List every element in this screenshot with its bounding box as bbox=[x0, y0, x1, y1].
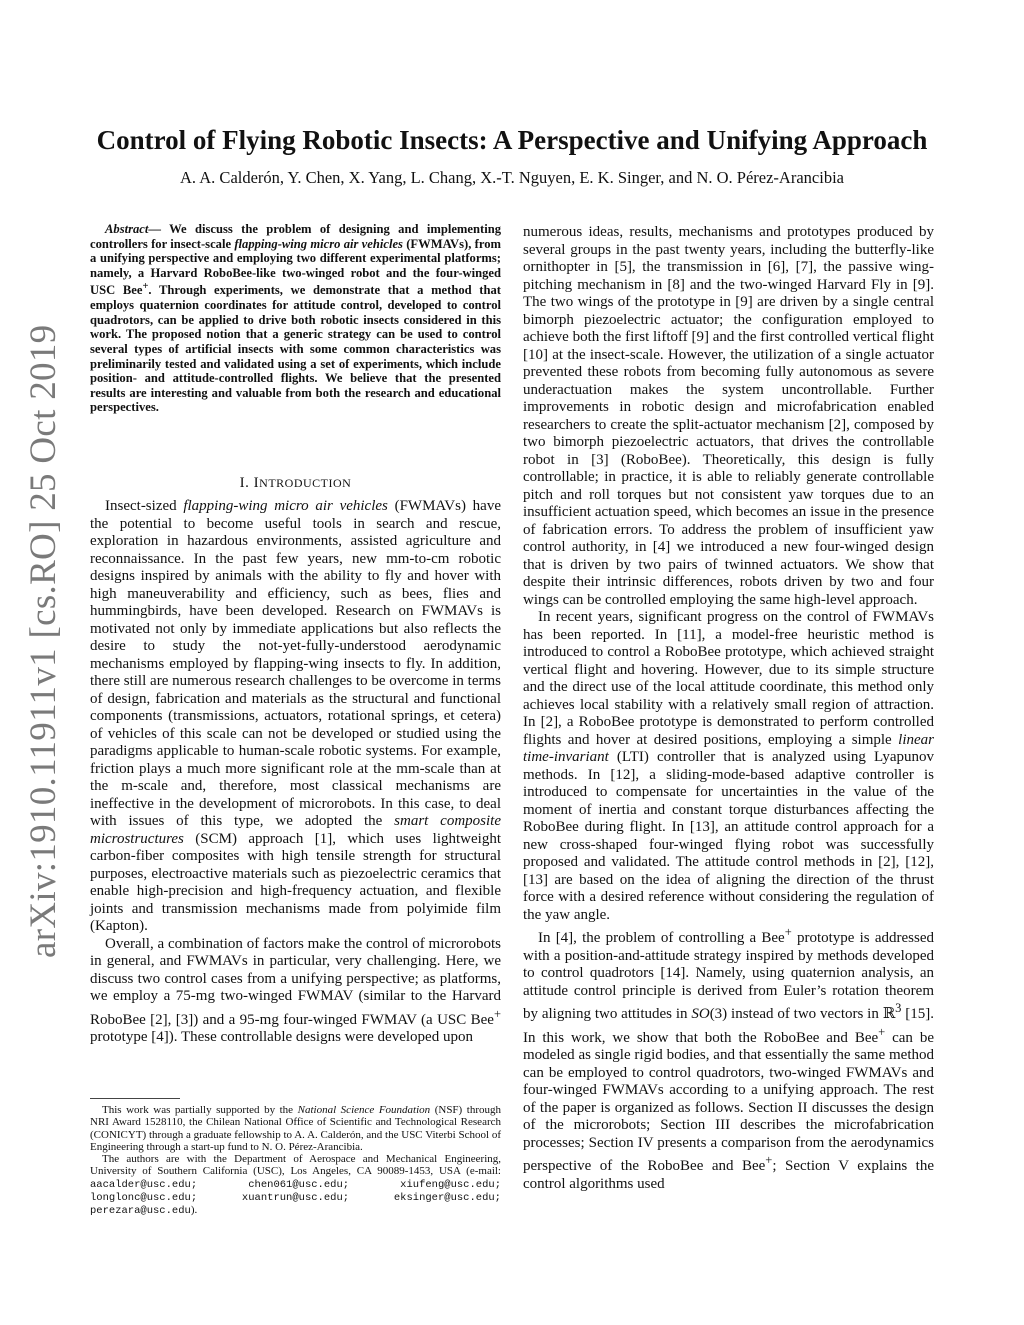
abstract-sup: + bbox=[142, 281, 149, 293]
abstract bbox=[90, 222, 501, 415]
right-p2-term: linear time-invariant bbox=[523, 731, 934, 765]
abstract-label: Abstract bbox=[105, 222, 149, 236]
footnote-affiliation bbox=[90, 1153, 501, 1217]
right-p3-sup-3: + bbox=[765, 1153, 773, 1167]
footnote-rule bbox=[90, 1098, 180, 1099]
math-reals-exponent: 3 bbox=[895, 1001, 902, 1015]
intro-p2-sup: + bbox=[493, 1006, 501, 1021]
author-list: A. A. Calderón, Y. Chen, X. Yang, L. Chang, X.-T. Nguyen, E. K. Singer, and N. O. Pérez-Arancibia bbox=[180, 168, 844, 187]
right-p3-sup: + bbox=[784, 925, 792, 939]
right-p3-text-a: In [4], the problem of controlling a Bee bbox=[538, 930, 785, 946]
intro-p2-text-b: prototype [4]). These controllable designs were developed upon bbox=[90, 1029, 473, 1045]
footnote-f2-text-a: The authors are with the Department of Aerospace and Mechanical Engineering, University of Southern California (USC), Los Angeles, CA 90089-1453, USA (e-mail: bbox=[90, 1153, 501, 1178]
right-p3-text-b: prototype is addressed with a position-and-attitude strategy inspired by methods developed to control quadrotors [14]. Namely, using quaternion analysis, an attitude control principle is derived from Euler’s rotation theorem by aligning two attitudes in bbox=[523, 930, 934, 1022]
section-heading-introduction bbox=[90, 475, 501, 492]
abstract-text-1: We discuss the problem of designing and implementing controllers for insect-scale bbox=[90, 222, 501, 251]
footnotes bbox=[90, 1104, 501, 1218]
math-so-arg: (3) bbox=[709, 1006, 728, 1022]
right-paragraph-2 bbox=[523, 609, 934, 924]
footnote-f1-text-b: (NSF) through NRI Award 1528110, the Chilean National Office of Scientific and Technological Research (CONICYT) through a graduate fellowship to A. A. Calderón, and the USC Viterbi School of Engineering through a start-up fund to N. O. Pérez-Arancibia. bbox=[90, 1104, 501, 1153]
footnote-funding bbox=[90, 1104, 501, 1153]
intro-p1-text-b: (FWMAVs) have the potential to become useful tools in search and rescue, exploration in hazardous environments, assisted agriculture and reconnaissance. In the past few years, new mm-to-cm robotic designs inspired by animals with the ability to fly and hover with high maneuverability and efficiency, such as bees, flies and hummingbirds, have been developed. Research on FWMAVs is motivated not only by immediate applications but also reflects the desire to study the not-yet-fully-understood aerodynamic mechanisms employed by flapping-wing insects to fly. In addition, there still are numerous research challenges to be overcome in terms of design, fabrication and materials as the structural and functional components (transmissions, actuators, rotational springs, et cetera) of vehicles of this scale can not be developed or studied using the paradigms applicable to human-scale robotic systems. For example, friction plays a much more significant role at the mm-scale than at the m-scale and, therefore, most classical mechanisms are ineffective in the development of microrobots. In this case, to deal with issues of this type, we adopted the bbox=[90, 498, 501, 829]
abstract-term: flapping-wing micro air vehicles bbox=[234, 236, 403, 251]
right-p3-sup-2: + bbox=[878, 1024, 886, 1039]
right-paragraph-1: numerous ideas, results, mechanisms and prototypes produced by several groups in the past twenty years, including the butterfly-like ornithopter in [5], the transmission in [6], [7], the passive wing-pitching mechanism in [8] and the two-winged Harvard Fly in [9]. The two wings of the prototype in [9] are driven by a single central bimorph piezoelectric actuator; the configuration employed to achieve both the first liftoff [9] and the first controlled vertical flight [10] at the insect-scale. However, the utilization of a single actuator prevented these robots from becoming fully autonomous as severe underactuation makes the system uncontrollable. Further improvements in robotic design and microfabrication enabled researchers to create the split-actuator mechanism [2], composed by two bimorph piezoelectric actuators, that drives the controllable robot in [3] (RoboBee). Theoretically, this design is fully controllable; in practice, it is able to reliably generate controllable pitch and roll torques but not consistent yaw torques due to an insufficient actuation speed, which becomes an issue in the presence of fabrication errors. To address the problem of insufficient yaw control authority, in [4] we introduced a new four-winged design that is driven by two pairs of twinned actuators. We show that despite their intrinsic differences, robots driven by two and four wings can be controlled employing the same high-level approach. bbox=[523, 224, 934, 608]
right-p3-text-f: ; Section V explains the control algorithms used bbox=[523, 1158, 935, 1192]
intro-p1-text-a: Insect-sized bbox=[105, 498, 184, 514]
intro-p2-text-a: Overall, a combination of factors make the control of microrobots in general, and FWMAVs in particular, very challenging. Here, we discuss two control cases from a unifying perspective; as platforms, we employ a 75-mg two-winged FWMAV (similar to the Harvard RoboBee [2], [3]) and a 95-mg four-winged FWMAV (a USC Bee bbox=[90, 935, 501, 1028]
intro-paragraph-2 bbox=[90, 936, 501, 1047]
right-column-body bbox=[523, 224, 934, 1193]
paper-title: Control of Flying Robotic Insects: A Perspective and Unifying Approach bbox=[96, 125, 928, 155]
intro-paragraph-1 bbox=[90, 498, 501, 936]
intro-p1-text-c: (SCM) approach [1], which uses lightweight carbon-fiber composites with high tensile strength for structural purposes, electroactive materials such as piezoelectric ceramics that enable high-precision and high-frequency actuation, and flexible joints and transmission mechanisms made from polyimide film (Kapton). bbox=[90, 830, 501, 934]
footnote-f2-text-b: ). bbox=[190, 1204, 198, 1217]
right-p3-text-c: instead of two vectors in bbox=[727, 1006, 883, 1022]
right-p3-text-d: [15]. In this work, we show that both the RoboBee and Bee bbox=[523, 1006, 934, 1046]
abstract-text-3: . Through experiments, we demonstrate that a method that employs quaternion coordinates for attitude control, developed to control quadrotors, can be applied to drive both robotic insects considered in this work. The proposed notion that a generic strategy can be used to control several types of artificial insects with some common characteristics was preliminarily tested and validated using a set of experiments, which include position- and attitude-controlled flights. We believe that the presented results are interesting and valuable from both the research and educational perspectives. bbox=[90, 283, 501, 415]
math-so: SO bbox=[691, 1006, 710, 1022]
right-paragraph-3 bbox=[523, 924, 934, 1193]
author-emails: aacalder@usc.edu; chen061@usc.edu; xiufeng@usc.edu; longlonc@usc.edu; xuantrun@usc.edu; eksinger@usc.edu; perezara@usc.edu bbox=[90, 1178, 501, 1218]
footnote-f1-text-a: This work was partially supported by the bbox=[102, 1104, 298, 1116]
right-p3-text-e: can be modeled as single rigid bodies, and that essentially the same method can be employed to control quadrotors, two-winged FWMAVs and four-winged FWMAVs according to a unifying approach. The rest of the paper is organized as follows. Section II discusses the design of the microrobots; Section III describes the microfabrication processes; Section IV presents a comparison from the aerodynamics perspective of the RoboBee and Bee bbox=[523, 1029, 934, 1174]
intro-p1-term: flapping-wing micro air vehicles bbox=[183, 498, 388, 514]
introduction-body bbox=[90, 498, 501, 1047]
heading-rest: NTRODUCTION bbox=[259, 476, 352, 490]
right-p2-text-b: (LTI) controller that is analyzed using Lyapunov methods. In [12], a sliding-mode-based adaptive controller is introduced to compensate for uncertainties in the value of the moment of inertia and constant torque disturbances affecting the RoboBee during flight. In [13], an attitude control approach for a new cross-shaped four-winged flying robot was successfully proposed and validated. The attitude control methods in [2], [12], [13] are based on the idea of aligning the direction of the thrust force with a desired reference without considering the regulation of the yaw angle. bbox=[523, 749, 934, 923]
math-reals: ℝ bbox=[882, 1006, 896, 1022]
right-p2-text-a: In recent years, significant progress on the control of FWMAVs has been reported. In [11], a model-free heuristic method is introduced to control a RoboBee prototype, which achieved straight vertical flight and hovering. However, due to its simple structure and the direct use of the local attitude coordinate, this method only achieves local stability with a relatively small region of attraction. In [2], a RoboBee prototype is demonstrated to perform controlled flights and hover at desired positions, employing a simple bbox=[523, 609, 934, 748]
abstract-dash: — bbox=[148, 222, 170, 236]
arxiv-identifier: arXiv:1910.11911v1 [cs.RO] 25 Oct 2019 bbox=[23, 324, 64, 958]
footnote-f1-term: National Science Foundation bbox=[297, 1104, 431, 1116]
heading-number: I. bbox=[239, 475, 254, 491]
abstract-text-2: (FWMAVs), from a unifying perspective and employing two different experimental platforms; namely, a Harvard RoboBee-like two-winged robot and the four-winged USC Bee bbox=[90, 236, 502, 298]
heading-first: I bbox=[253, 475, 260, 491]
intro-p1-term-2: smart composite microstructures bbox=[90, 813, 501, 847]
